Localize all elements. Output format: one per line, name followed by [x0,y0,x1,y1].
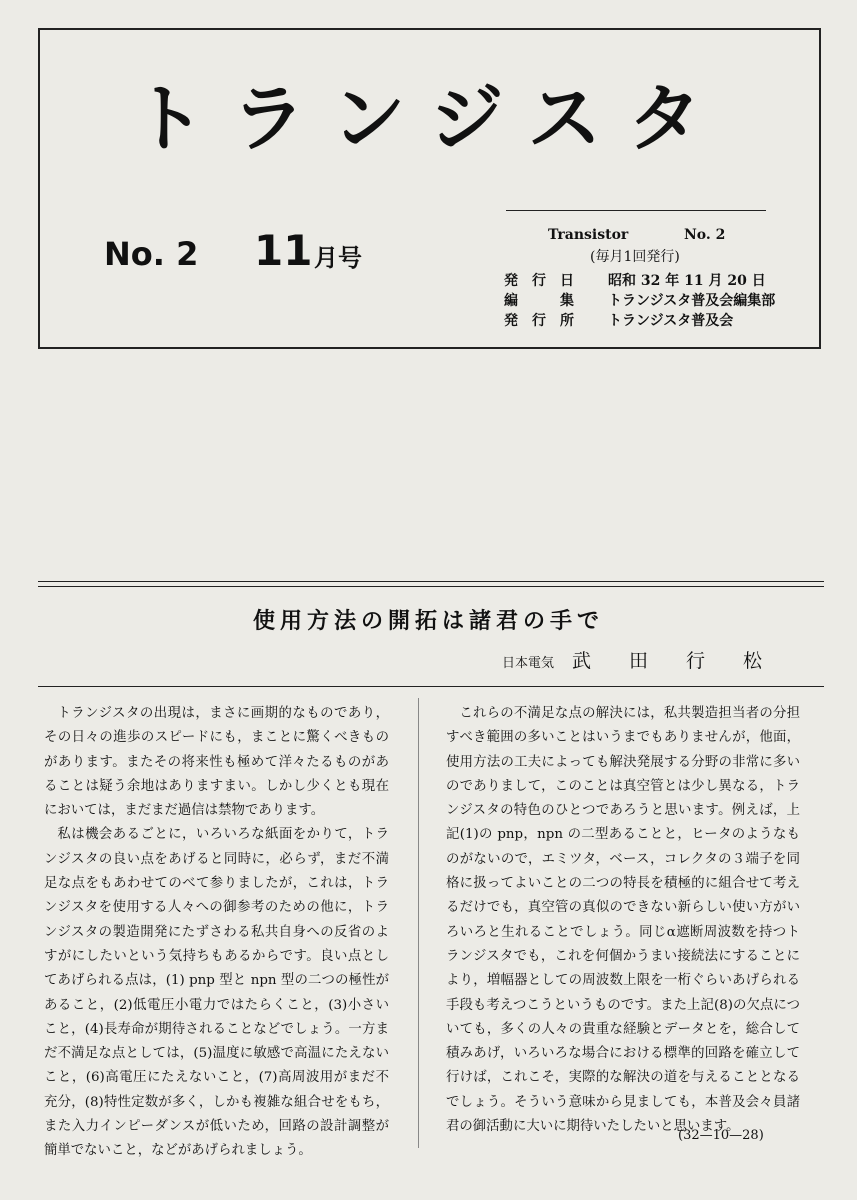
issue-month-number: 11 [254,226,313,275]
author-affiliation: 日本電気 [502,656,555,671]
author-name: 武田行松 [572,650,801,672]
article-paragraph: 私は機会あるごとに，いろいろな紙面をかりて，トランジスタの良い点をあげると同時に，必らず，まだ不満足な点をもあわせてのべて参りましたが，これは，トランジスタを使用する人々への御参考のための他に，トランジスタの製造開発にたずさわる私共自身への反省のよすがにしたいという気持ちもあるからです。良い点としてあげられる点は，(1) pnp 型と npn 型の二つの極性があること，(2)低電圧小電力ではたらくこと，(3)小さいこと，(4)長寿命が期待されることなどでしょう。一方まだ不満足な点としては，(5)温度に敏感で高温にたえないこと，(6)高電圧にたえないこと，(7)高周波用がまだ不充分，(8)特性定数が多く，しかも複雑な組合せをもち，また入力インピーダンスが低いため，回路の設計調整が簡単でないこと，などがあげられましょう。 [44,827,389,1159]
masthead-title: トランジスタ [131,76,728,162]
article-column-left [44,702,389,1164]
pub-info-value: トランジスタ普及会 [608,313,734,329]
pub-info-value: 昭和 32 年 11 月 20 日 [608,273,766,289]
article-body-rule [38,686,824,687]
article-title: 使用方法の開拓は諸君の手で [252,609,604,634]
publication-number: No. 2 [684,227,726,243]
column-divider [418,698,419,1148]
masthead-frame [38,28,821,349]
article-paragraph: トランジスタの出現は，まさに画期的なものであり，その日々の進歩のスピードにも，まことに驚くべきものがあります。またその将来性も極めて洋々たるものがあることは疑う余地はありますまい。しかし少くとも現在においては，まだまだ過信は禁物であります。 [44,706,389,819]
pub-info-label: 発行日 [504,273,574,289]
masthead-rule [506,210,766,211]
article-top-rule [38,581,824,587]
pub-info-label: 発行所 [504,313,574,329]
issue-month-suffix: 月号 [314,244,362,272]
publication-title-en: Transistor [548,227,629,243]
article-paragraph: これらの不満足な点の解決には，私共製造担当者の分担すべき範囲の多いことはいうまでもありませんが，他面，使用方法の工夫によっても解決発展する分野の非常に多いのでありまして，このことは真空管とは少し異なる，トランジスタの特色のひとつであろうと思います。例えば，上記(1)の pnp，npn の二型あることと，ヒータのようなものがないので，エミツタ，ベース，コレクタの３端子を同格に扱ってよいことの二つの特長を積極的に組合せて考えるだけでも，真空管の真似のできない新らしい使い方がいろいろと生れることでしょう。同じα遮断周波数を持つトランジスタでも，これを何個かうまい接続法にすることにより，増幅器としての周波数上限を一桁ぐらいあげられる手段も考えつこうというものです。また上記(8)の欠点についても，多くの人々の貴重な経験とデータとを，総合して積みあげ，いろいろな場合における標準的回路を確立して行けば，これこそ，実際的な解決の道を与えることとなるでしょう。そういう意味から見ましても，本普及会々員諸君の御活動に大いに期待いたしたいと思います。 [446,706,800,1135]
article-column-right [446,702,800,1139]
pub-info-label: 編集 [504,293,574,309]
publication-frequency: (毎月1回発行) [590,249,680,265]
article-date-note: (32—10—28) [678,1128,764,1143]
issue-number: No. 2 [104,235,199,273]
pub-info-value: トランジスタ普及会編集部 [608,293,776,309]
